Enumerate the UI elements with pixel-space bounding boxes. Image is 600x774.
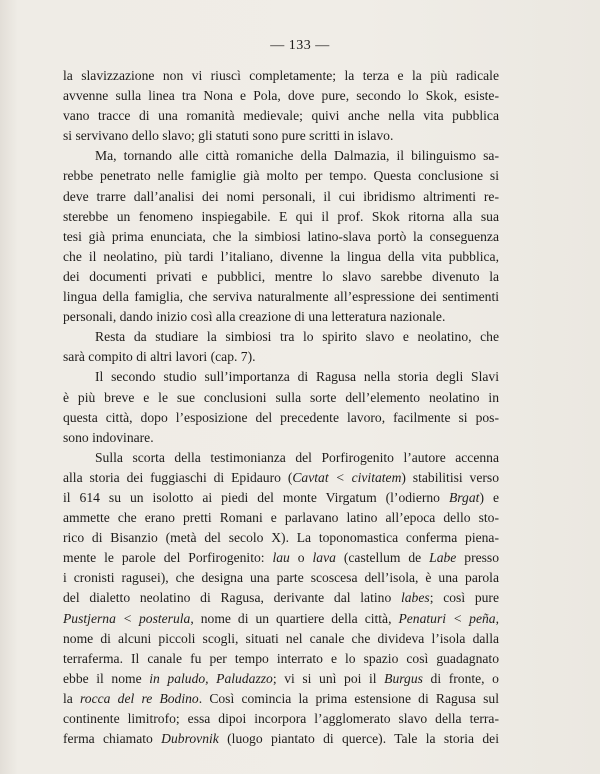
text-line [63, 287, 499, 307]
text-run: ) stabilitisi verso [401, 469, 499, 485]
text-run: Sulla scorta della testimonianza del Porfirogenito l’autore accenna [95, 449, 499, 465]
text-line [63, 649, 499, 669]
text-run: i cronisti ragusei), che designa una parte scoscesa dell’isola, è una parola [63, 570, 499, 586]
text-run: ; vi si unì poi il [272, 670, 385, 686]
paragraph [63, 66, 499, 146]
italic-text: Penaturi < peña [398, 610, 496, 626]
paragraph [63, 448, 499, 749]
text-line [63, 227, 499, 247]
text-line [63, 86, 499, 106]
text-run: sono indovinare. [63, 429, 154, 445]
text-line [63, 528, 499, 548]
text-run: sarà compito di altri lavori (cap. 7). [63, 349, 256, 365]
text-run: vano tracce di una romanità medievale; quivi anche nella vita pubblica [63, 108, 499, 124]
page-number: — 133 — [270, 38, 330, 53]
text-line [63, 367, 499, 387]
text-run: ferma chiamato [63, 731, 162, 747]
body-text [63, 66, 499, 749]
text-run: , nome di un quartiere della città, [190, 610, 399, 626]
text-run: nome di alcuni piccoli scogli, situati nel canale che divideva l’isola dalla [63, 630, 499, 646]
text-run: che il neolatino, più tardi l’italiano, divenne la lingua della vita pubblica, [63, 248, 499, 264]
text-run: di fronte, o [422, 670, 499, 686]
text-run: si servivano dello slavo; gli statuti sono pure scritti in islavo. [63, 128, 394, 144]
italic-text: Labe [429, 550, 457, 566]
text-run: . Così comincia la prima estensione di Ragusa sul [198, 690, 500, 706]
text-line [63, 388, 499, 408]
text-run: mente le parole del Porfirogenito: [63, 550, 273, 566]
text-line [63, 588, 499, 608]
text-run: è più breve e le sue conclusioni sulla sorte dell’elemento neolatino in [63, 389, 499, 405]
paragraph [63, 146, 499, 327]
paragraph [63, 327, 499, 367]
text-run: ; così pure [429, 590, 499, 606]
text-run: rebbe penetrato nelle famiglie già molto per tempo. Questa conclusione si [63, 168, 499, 184]
text-line [63, 568, 499, 588]
text-run: ) e [479, 489, 499, 505]
text-run: rico di Bisanzio (metà del secolo X). La toponomastica conferma piena- [63, 530, 499, 546]
text-line [63, 729, 499, 749]
text-run: , [495, 610, 499, 626]
text-run: la slavizzazione non vi riuscì completamente; la terza e la più radicale [63, 68, 499, 83]
text-line [63, 548, 499, 568]
text-run: Resta da studiare la simbiosi tra lo spirito slavo e neolatino, che [95, 329, 499, 345]
text-run: Il secondo studio sull’importanza di Ragusa nella storia degli Slavi [95, 369, 499, 385]
text-line [63, 166, 499, 186]
text-line [63, 66, 499, 86]
text-line [63, 448, 499, 468]
text-run: il 614 su un isolotto ai piedi del monte Virgatum (l’odierno [63, 489, 449, 505]
text-run: avvenne sulla linea tra Nona e Pola, dove pure, secondo lo Skok, esiste- [63, 88, 499, 104]
text-run: terraferma. Il canale fu per tempo interrato e lo spazio così guadagnato [63, 650, 499, 666]
text-run: (luogo piantato di querce). Tale la storia dei [218, 731, 499, 747]
text-run: Ma, tornando alle città romaniche della Dalmazia, il bilinguismo sa- [95, 148, 499, 164]
text-run: ebbe il nome [63, 670, 150, 686]
text-run: dei documenti privati e pubblici, mentre lo slavo sarebbe divenuto la [63, 268, 499, 284]
text-line [63, 468, 499, 488]
text-line [63, 709, 499, 729]
text-line [63, 106, 499, 126]
text-line [63, 428, 499, 448]
text-line [63, 488, 499, 508]
text-run: ammette che erano pretti Romani e parlavano latino all’epoca dello sto- [63, 510, 499, 526]
text-line [63, 247, 499, 267]
text-line [63, 669, 499, 689]
text-line [63, 347, 499, 367]
text-line [63, 408, 499, 428]
italic-text: Dubrovnik [161, 731, 219, 747]
paragraph [63, 367, 499, 447]
text-line [63, 126, 499, 146]
text-line [63, 689, 499, 709]
italic-text: lau [272, 550, 290, 566]
italic-text: labes [400, 590, 430, 606]
italic-text: Burgus [384, 670, 423, 686]
text-line [63, 327, 499, 347]
text-run: personali, dando inizio così alla creazione di una letteratura nazionale. [63, 309, 446, 325]
text-run: deve trarre dall’analisi dei nomi personali, il cui ibridismo altrimenti re- [63, 188, 499, 204]
text-run: continente limitrofo; essa dipoi incorpora l’agglomerato slavo della terra- [63, 711, 499, 726]
text-line [63, 146, 499, 166]
text-run: (castellum de [335, 550, 430, 566]
italic-text: Brgat [448, 489, 480, 505]
italic-text: in paludo, Paludazzo [149, 670, 273, 686]
text-run: o [289, 550, 313, 566]
text-line [63, 508, 499, 528]
text-run: lingua della famiglia, che serviva naturalmente all’espressione dei sentimenti [63, 289, 499, 305]
text-run: tesi già prima enunciata, che la simbiosi latino-slava portò la conseguenza [63, 228, 499, 244]
text-run: sterebbe un fenomeno inspiegabile. E qui il prof. Skok ritorna alla sua [63, 208, 499, 224]
text-run: presso [456, 550, 500, 566]
text-line [63, 267, 499, 287]
italic-text: Pustjerna < posterula [63, 610, 191, 626]
text-line [63, 609, 499, 629]
italic-text: rocca del re Bodino [80, 690, 199, 706]
text-run: alla storia dei fuggiaschi di Epidauro ( [63, 469, 293, 485]
italic-text: Cavtat < civitatem [292, 469, 402, 485]
text-run: la [63, 690, 81, 706]
italic-text: lava [312, 550, 336, 566]
text-run: del dialetto neolatino di Ragusa, derivante dal latino [63, 590, 401, 606]
text-line [63, 629, 499, 649]
text-line [63, 307, 499, 327]
text-line [63, 207, 499, 227]
text-run: questa città, dopo l’esposizione del precedente lavoro, facilmente si pos- [63, 409, 499, 425]
text-line [63, 187, 499, 207]
